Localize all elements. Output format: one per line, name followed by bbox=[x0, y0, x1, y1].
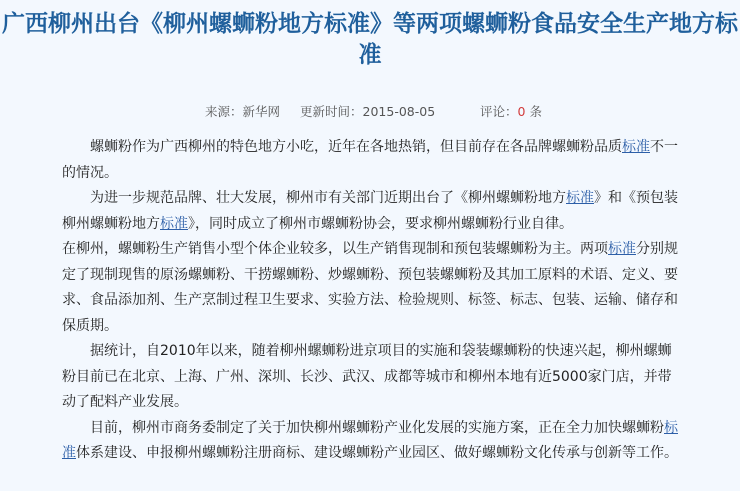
paragraph-text: 分别规定了现制现售的原汤螺蛳粉、干捞螺蛳粉、炒螺蛳粉、预包装螺蛳粉及其加工原料的术语、定义、要求、食品添加剂、生产烹制过程卫生要求、实验方法、检验规则、标签、标志、包装、运输、储存和保质期。 bbox=[62, 241, 678, 334]
article-paragraph bbox=[62, 186, 680, 237]
source-label: 来源： bbox=[205, 104, 243, 119]
paragraph-text: 目前，柳州市商务委制定了关于加快柳州螺蛳粉产业化发展的实施方案，正在全力加快螺蛳粉 bbox=[90, 419, 664, 436]
keyword-link[interactable]: 标准 bbox=[608, 241, 636, 257]
paragraph-text: 》和《预包装柳州螺蛳粉地方 bbox=[62, 190, 678, 232]
paragraph-text: 据统计，自2010年以来，随着柳州螺蛳粉进京项目的实施和袋装螺蛳粉的快速兴起，柳州螺蛳粉目前已在北京、上海、广州、深圳、长沙、武汉、成都等城市和柳州本地有近5000家门店，并带动了配料产业发展。 bbox=[62, 343, 672, 410]
keyword-link[interactable]: 标准 bbox=[622, 139, 650, 155]
comments-unit: 条 bbox=[529, 104, 542, 119]
source-info bbox=[205, 102, 280, 122]
comments-count[interactable]: 0 bbox=[517, 104, 526, 119]
article-paragraph bbox=[62, 135, 680, 186]
time-label: 更新时间： bbox=[300, 104, 363, 119]
update-time bbox=[300, 102, 435, 122]
paragraph-text: 体系建设、申报柳州螺蛳粉注册商标、建设螺蛳粉产业园区、做好螺蛳粉文化传承与创新等工作。 bbox=[76, 445, 678, 461]
paragraph-text: 不一的情况。 bbox=[62, 139, 678, 181]
keyword-link[interactable]: 标准 bbox=[62, 419, 678, 461]
article-meta bbox=[0, 102, 740, 122]
paragraph-text: 在柳州，螺蛳粉生产销售小型个体企业较多，以生产销售现制和预包装螺蛳粉为主。两项 bbox=[62, 241, 608, 257]
keyword-link[interactable]: 标准 bbox=[160, 215, 188, 232]
comment-info[interactable] bbox=[480, 102, 542, 122]
paragraph-text: 》，同时成立了柳州市螺蛳粉协会，要求柳州螺蛳粉行业自律。 bbox=[188, 215, 573, 232]
article-paragraph bbox=[62, 237, 680, 339]
comments-label: 评论： bbox=[480, 104, 518, 119]
paragraph-text: 为进一步规范品牌、壮大发展，柳州市有关部门近期出台了《柳州螺蛳粉地方 bbox=[90, 190, 566, 206]
article-body bbox=[62, 135, 680, 467]
paragraph-text: 螺蛳粉作为广西柳州的特色地方小吃，近年在各地热销，但目前存在各品牌螺蛳粉品质 bbox=[90, 139, 622, 155]
keyword-link[interactable]: 标准 bbox=[566, 190, 594, 206]
article-paragraph bbox=[62, 416, 680, 467]
time-value: 2015-08-05 bbox=[362, 104, 436, 119]
source-name: 新华网 bbox=[242, 104, 281, 119]
article-paragraph bbox=[62, 339, 680, 416]
article-headline: 广西柳州出台《柳州螺蛳粉地方标准》等两项螺蛳粉食品安全生产地方标准 bbox=[2, 10, 738, 68]
